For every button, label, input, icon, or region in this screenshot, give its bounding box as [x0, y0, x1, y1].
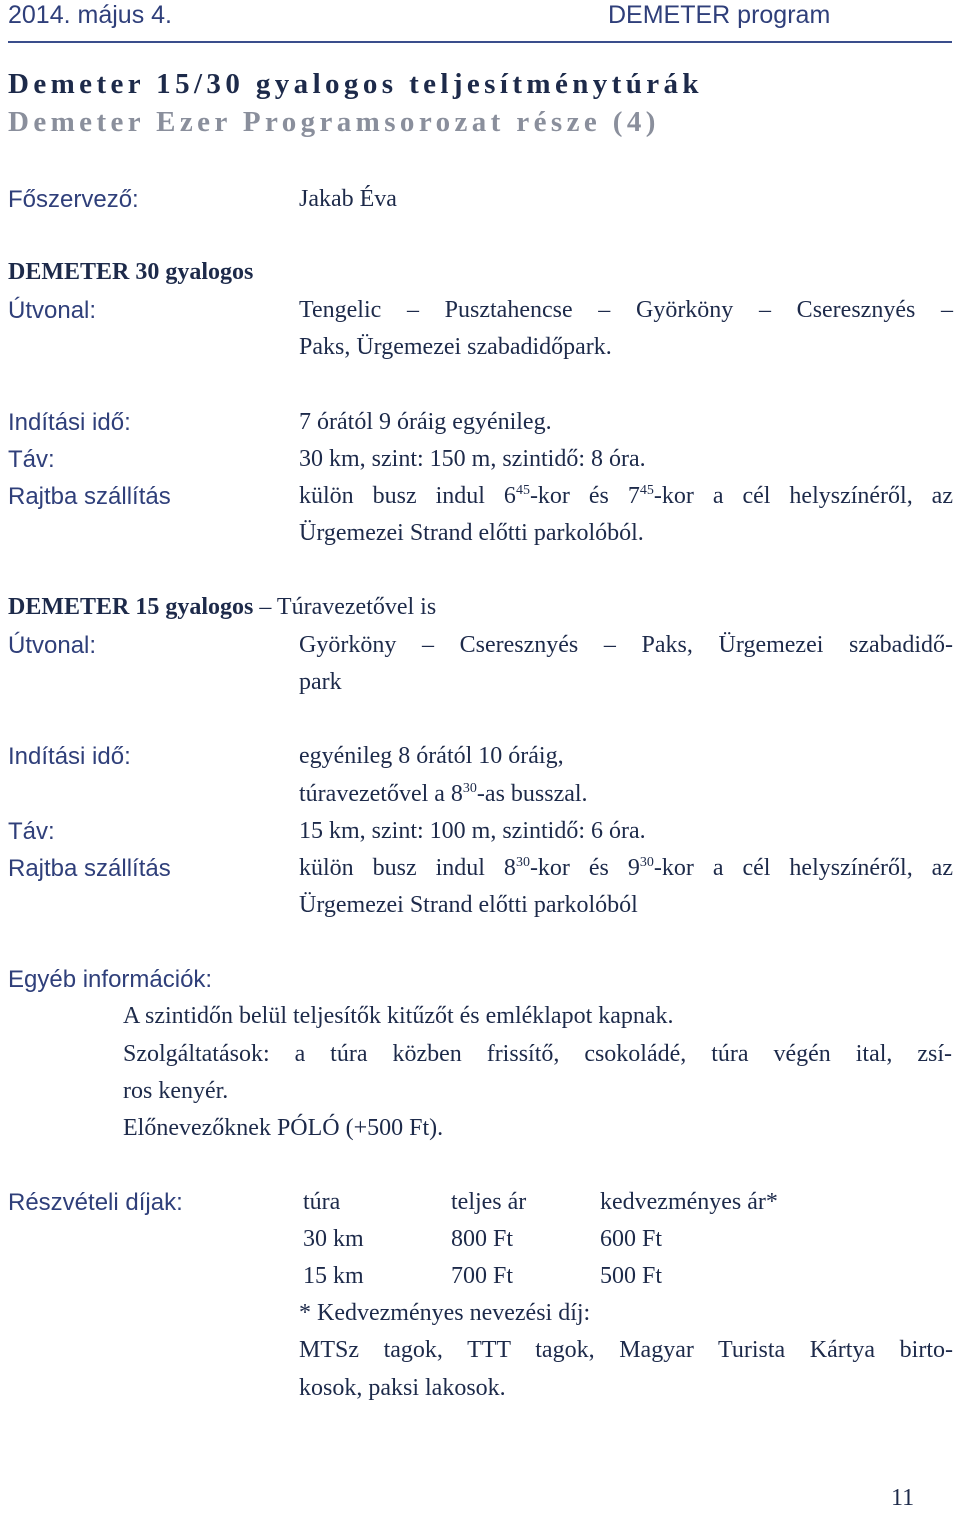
d30-transport-line2: Ürgemezei Strand előtti parkolóból. — [299, 520, 644, 546]
d15-start-label: Indítási idő: — [8, 743, 131, 770]
d30-dist-label: Táv: — [8, 446, 55, 473]
d15-start-line2: túravezetővel a $8^{30}-as$ busszal. — [299, 781, 588, 807]
d15-route-line1: Györköny – Cseresznyés – Paks, Ürgemezei szabadidő- — [299, 632, 953, 658]
fees-note2: MTSz tagok, TTT tagok, Magyar Turista Kártya birto- — [299, 1337, 953, 1363]
d30-start-value: 7 órától 9 óráig egyénileg. — [299, 409, 552, 435]
d15-dist-label: Táv: — [8, 818, 55, 845]
table-cell: 700 Ft — [451, 1263, 514, 1289]
table-cell: 15 km — [303, 1263, 364, 1289]
main-title: Demeter 15/30 gyalogos teljesítménytúrák — [8, 68, 703, 100]
table-cell: 30 km — [303, 1226, 364, 1252]
table-cell: 500 Ft — [600, 1263, 663, 1289]
other-info-label: Egyéb információk: — [8, 966, 213, 993]
d30-transport-line1: külön busz indul $6^{45}$-kor és $7^{45}$-kor a cél helyszínéről, az — [299, 483, 953, 509]
table-cell: 600 Ft — [600, 1226, 663, 1252]
d15-start-line1: egyénileg 8 órától 10 óráig, — [299, 743, 564, 769]
fees-label: Részvételi díjak: — [8, 1189, 183, 1216]
other-info-line1: A szintidőn belül teljesítők kitűzőt és emléklapot kapnak. — [123, 1003, 674, 1029]
d30-route-label: Útvonal: — [8, 297, 97, 324]
fees-note1: * Kedvezményes nevezési díj: — [299, 1300, 591, 1326]
fees-col-discount: kedvezményes ár* — [600, 1189, 778, 1215]
page-number: 11 — [891, 1485, 915, 1511]
organizer-label: Főszervező: — [8, 186, 139, 213]
d30-start-label: Indítási idő: — [8, 409, 131, 436]
d15-dist-value: 15 km, szint: 100 m, szintidő: 6 óra. — [299, 818, 646, 844]
other-info-line2: Szolgáltatások: a túra közben frissítő, csokoládé, túra végén ital, zsí- — [123, 1041, 952, 1067]
header-rule — [8, 41, 952, 43]
d15-route-label: Útvonal: — [8, 632, 97, 659]
d15-route-line2: park — [299, 669, 342, 695]
d15-heading: DEMETER 15 gyalogos – Túravezetővel is — [8, 594, 437, 620]
running-header — [8, 0, 952, 38]
header-date: 2014. május 4. — [8, 1, 172, 29]
d30-route-line1: Tengelic – Pusztahencse – Györköny – Cseresznyés – — [299, 297, 953, 323]
d30-heading: DEMETER 30 gyalogos — [8, 259, 254, 285]
d30-transport-label: Rajtba szállítás — [8, 483, 171, 510]
d15-transport-label: Rajtba szállítás — [8, 855, 171, 882]
d30-dist-value: 30 km, szint: 150 m, szintidő: 8 óra. — [299, 446, 646, 472]
fees-note3: kosok, paksi lakosok. — [299, 1375, 506, 1401]
fees-col-tour: túra — [303, 1189, 341, 1215]
d30-route-line2: Paks, Ürgemezei szabadidőpark. — [299, 334, 612, 360]
other-info-line4: Előnevezőknek PÓLÓ (+500 Ft). — [123, 1115, 444, 1141]
fees-col-full: teljes ár — [451, 1189, 527, 1215]
table-cell: 800 Ft — [451, 1226, 514, 1252]
organizer-value: Jakab Éva — [299, 186, 397, 212]
header-program: DEMETER program — [608, 1, 831, 29]
subtitle: Demeter Ezer Programsorozat része (4) — [8, 106, 660, 138]
d15-transport-line2: Ürgemezei Strand előtti parkolóból — [299, 892, 638, 918]
d15-transport-line1: külön busz indul $8^{30}$-kor és $9^{30}$-kor a cél helyszínéről, az — [299, 855, 953, 881]
other-info-line3: ros kenyér. — [123, 1078, 229, 1104]
